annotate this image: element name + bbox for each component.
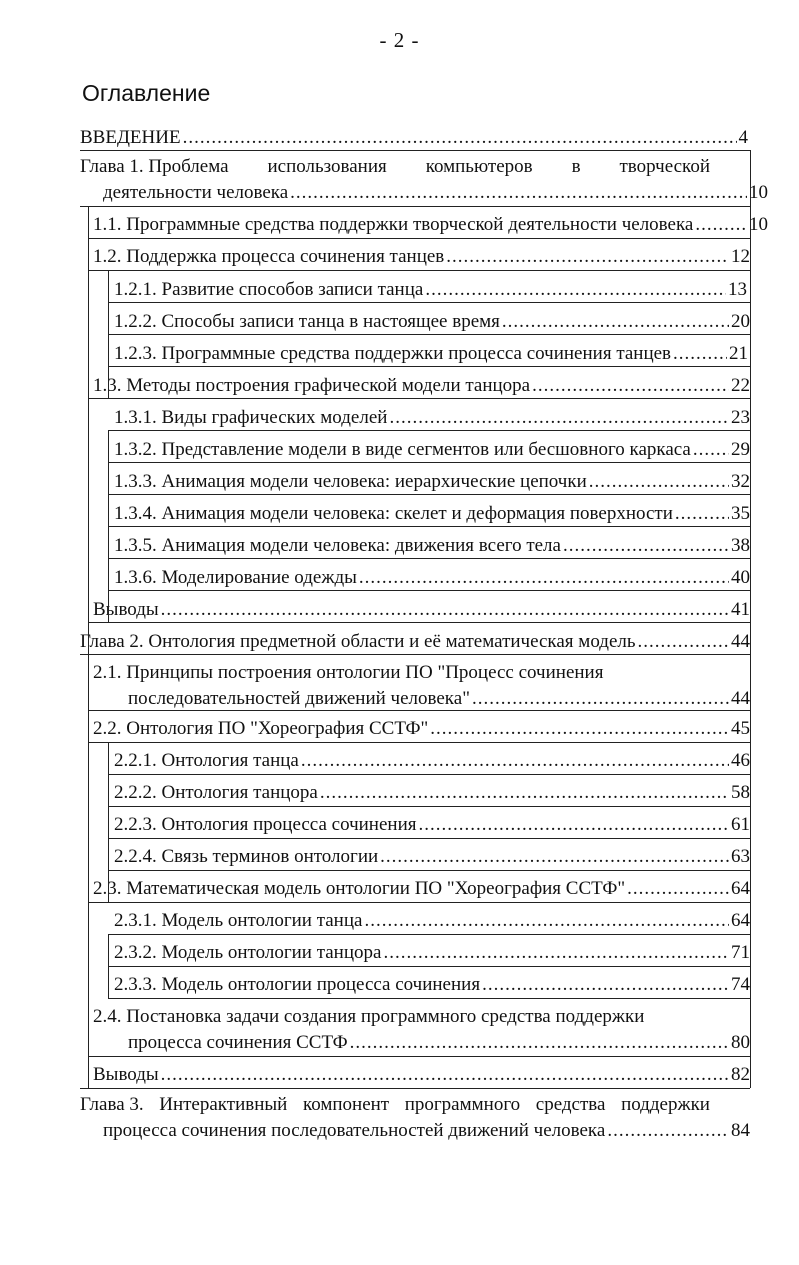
dot-leader (380, 846, 729, 868)
toc-entry-1-3-5[interactable] (114, 535, 750, 557)
toc-entry-page: 46 (731, 750, 750, 771)
dot-leader (589, 471, 729, 493)
dot-leader (350, 1032, 729, 1054)
table-rule (80, 150, 750, 151)
toc-entry-title: 1.2.1. Развитие способов записи танца (114, 279, 424, 300)
dot-leader (425, 279, 726, 301)
toc-entry-1-2-1[interactable] (114, 279, 747, 301)
toc-entry-2-3[interactable] (93, 878, 750, 900)
toc-entry-page: 74 (731, 974, 750, 995)
table-rule-vertical (88, 206, 89, 654)
toc-entry-page: 20 (731, 311, 750, 332)
table-rule (88, 902, 750, 903)
table-rule (108, 774, 750, 775)
table-rule (80, 654, 750, 655)
toc-entry-page: 84 (731, 1120, 750, 1141)
dot-leader (320, 782, 729, 804)
table-rule (108, 462, 750, 463)
toc-entry-page: 22 (731, 375, 750, 396)
table-rule (88, 398, 750, 399)
toc-entry-1-2-3[interactable] (114, 343, 748, 365)
toc-entry-1-3-3[interactable] (114, 471, 750, 493)
table-rule (108, 302, 750, 303)
toc-entry-title: 2.2.3. Онтология процесса сочинения (114, 814, 417, 835)
toc-entry-title: 1.2. Поддержка процесса сочинения танцев (93, 246, 445, 267)
page-title: Оглавление (82, 80, 211, 106)
dot-leader (695, 214, 747, 236)
toc-entry-title: 2.2.1. Онтология танца (114, 750, 299, 771)
toc-entry-title: Выводы (93, 1064, 159, 1085)
toc-entry-title: 2.3. Математическая модель онтологии ПО "Хореография ССТФ" (93, 878, 626, 899)
toc-word: использования (267, 156, 387, 177)
toc-entry-page: 45 (731, 718, 750, 739)
dot-leader (290, 182, 747, 204)
toc-entry-chapter-2[interactable] (80, 631, 750, 653)
table-rule (88, 742, 750, 743)
dot-leader (563, 535, 729, 557)
toc-entry-title: 1.3.4. Анимация модели человека: скелет и деформация поверхности (114, 503, 673, 524)
toc-entry-title: 1.2.3. Программные средства поддержки процесса сочинения танцев (114, 343, 672, 364)
page-number: - 2 - (379, 28, 420, 52)
dot-leader (383, 942, 729, 964)
table-rule-vertical (108, 934, 109, 998)
toc-entry-2-3-3[interactable] (114, 974, 750, 996)
toc-entry-title: 2.2.2. Онтология танцора (114, 782, 318, 803)
toc-entry-page: 41 (731, 599, 750, 620)
toc-entry-title: 1.1. Программные средства поддержки творческой деятельности человека (93, 214, 694, 235)
toc-entry-1-3[interactable] (93, 375, 750, 397)
toc-entry-title: ВВЕДЕНИЕ (80, 127, 181, 148)
toc-entry-2-2[interactable] (93, 718, 750, 740)
dot-leader (673, 343, 727, 365)
table-rule (108, 590, 750, 591)
toc-entry-page: 63 (731, 846, 750, 867)
toc-entry-page: 21 (729, 343, 748, 364)
toc-entry-title: Выводы (93, 599, 159, 620)
toc-entry-title: Глава 2. Онтология предметной области и её математическая модель (80, 631, 636, 652)
table-rule (108, 870, 750, 871)
toc-entry-1-2-2[interactable] (114, 311, 750, 333)
toc-entry-conclusions-2[interactable] (93, 1064, 750, 1086)
toc-entry-title: деятельности человека (103, 182, 289, 203)
toc-entry-chapter-3-line1[interactable] (80, 1094, 710, 1116)
table-rule (108, 966, 750, 967)
toc-entry-2-3-2[interactable] (114, 942, 750, 964)
toc-entry-chapter-1[interactable] (103, 182, 768, 204)
toc-entry-page: 32 (731, 471, 750, 492)
toc-entry-title: 1.3.1. Виды графических моделей (114, 407, 388, 428)
dot-leader (627, 878, 729, 900)
toc-entry-page: 82 (731, 1064, 750, 1085)
dot-leader (183, 127, 737, 149)
toc-word: средства (535, 1094, 606, 1115)
toc-entry-2-1-line1[interactable]: 2.1. Принципы построения онтологии ПО "Процесс сочинения (93, 662, 604, 683)
toc-word: Глава 1. Проблема (80, 156, 229, 177)
table-rule (108, 558, 750, 559)
toc-entry-page: 71 (731, 942, 750, 963)
toc-word: поддержки (621, 1094, 710, 1115)
toc-entry-title: 1.2.2. Способы записи танца в настоящее время (114, 311, 500, 332)
toc-word: Глава 3. (80, 1094, 144, 1115)
toc-entry-2-2-2[interactable] (114, 782, 750, 804)
toc-entry-1-3-2[interactable] (114, 439, 750, 461)
toc-entry-1-1[interactable] (93, 214, 768, 236)
dot-leader (502, 311, 729, 333)
dot-leader (359, 567, 729, 589)
toc-entry-page: 64 (731, 910, 750, 931)
toc-entry-chapter-1-line1[interactable] (80, 156, 710, 178)
dot-leader (482, 974, 729, 996)
table-rule-vertical (750, 150, 751, 1088)
toc-entry-title: 2.2. Онтология ПО "Хореография ССТФ" (93, 718, 429, 739)
toc-entry-title: 2.3.3. Модель онтологии процесса сочинения (114, 974, 481, 995)
toc-entry-page: 44 (731, 631, 750, 652)
table-rule-vertical (88, 654, 89, 1088)
dot-leader (675, 503, 729, 525)
toc-word: компьютеров (425, 156, 533, 177)
toc-entry-title: 1.3. Методы построения графической модели танцора (93, 375, 531, 396)
dot-leader (607, 1120, 729, 1142)
toc-word: в (571, 156, 581, 177)
table-rule (108, 334, 750, 335)
toc-entry-page: 12 (731, 246, 750, 267)
table-rule (88, 238, 750, 239)
dot-leader (638, 631, 729, 653)
toc-entry-1-3-4[interactable] (114, 503, 750, 525)
toc-entry-2-2-1[interactable] (114, 750, 750, 772)
dot-leader (532, 375, 729, 397)
toc-word: творческой (619, 156, 710, 177)
dot-leader (161, 1064, 729, 1086)
toc-entry-1-3-1[interactable] (114, 407, 750, 429)
table-rule (108, 494, 750, 495)
toc-entry-page: 44 (731, 688, 750, 709)
dot-leader (693, 439, 729, 461)
toc-entry-2-4-line1[interactable]: 2.4. Постановка задачи создания программного средства поддержки (93, 1006, 645, 1027)
toc-entry-page: 80 (731, 1032, 750, 1053)
toc-entry-page: 4 (738, 127, 748, 148)
toc-entry-2-3-1[interactable] (114, 910, 750, 932)
table-rule (80, 206, 750, 207)
toc-entry-title: последовательностей движений человека" (128, 688, 470, 709)
toc-entry-title: 2.2.4. Связь терминов онтологии (114, 846, 379, 867)
table-rule (88, 1056, 750, 1057)
toc-entry-2-4[interactable] (128, 1032, 750, 1054)
dot-leader (301, 750, 729, 772)
table-rule (88, 710, 750, 711)
table-rule (108, 526, 750, 527)
toc-entry-page: 64 (731, 878, 750, 899)
table-rule (108, 806, 750, 807)
toc-entry-title: 1.3.5. Анимация модели человека: движения всего тела (114, 535, 561, 556)
dot-leader (161, 599, 729, 621)
toc-entry-intro[interactable] (80, 127, 748, 149)
toc-entry-title: 1.3.2. Представление модели в виде сегментов или бесшовного каркаса (114, 439, 691, 460)
table-rule (108, 366, 750, 367)
table-rule (108, 998, 750, 999)
toc-entry-title: 2.3.2. Модель онтологии танцора (114, 942, 382, 963)
table-rule-vertical (108, 270, 109, 398)
toc-entry-1-2[interactable] (93, 246, 750, 268)
table-rule (108, 934, 750, 935)
dot-leader (472, 688, 729, 710)
toc-entry-page: 13 (728, 279, 747, 300)
toc-entry-title: процесса сочинения ССТФ (128, 1032, 348, 1053)
toc-entry-page: 10 (749, 214, 768, 235)
dot-leader (430, 718, 729, 740)
toc-entry-1-3-6[interactable] (114, 567, 750, 589)
toc-word: компонент (302, 1094, 390, 1115)
toc-entry-page: 23 (731, 407, 750, 428)
toc-entry-page: 61 (731, 814, 750, 835)
toc-entry-page: 40 (731, 567, 750, 588)
toc-entry-page: 58 (731, 782, 750, 803)
dot-leader (419, 814, 730, 836)
table-rule (88, 270, 750, 271)
toc-entry-2-2-4[interactable] (114, 846, 750, 868)
dot-leader (446, 246, 729, 268)
toc-entry-chapter-3[interactable] (103, 1120, 750, 1142)
toc-word: Интерактивный (159, 1094, 288, 1115)
toc-entry-title: процесса сочинения последовательностей движений человека (103, 1120, 606, 1141)
toc-entry-title: 1.3.6. Моделирование одежды (114, 567, 357, 588)
table-rule (80, 1088, 750, 1089)
toc-entry-page: 10 (749, 182, 768, 203)
table-rule (88, 622, 750, 623)
table-rule-vertical (108, 430, 109, 622)
dot-leader (364, 910, 729, 932)
toc-entry-page: 35 (731, 503, 750, 524)
dot-leader (389, 407, 729, 429)
toc-entry-2-2-3[interactable] (114, 814, 750, 836)
table-rule (108, 838, 750, 839)
toc-entry-title: 2.3.1. Модель онтологии танца (114, 910, 363, 931)
toc-entry-page: 29 (731, 439, 750, 460)
table-rule-vertical (108, 742, 109, 902)
toc-entry-title: 1.3.3. Анимация модели человека: иерархические цепочки (114, 471, 587, 492)
toc-word: программного (404, 1094, 521, 1115)
toc-entry-conclusions-1[interactable] (93, 599, 750, 621)
toc-entry-page: 38 (731, 535, 750, 556)
toc-entry-2-1[interactable] (128, 688, 750, 710)
table-rule (108, 430, 750, 431)
